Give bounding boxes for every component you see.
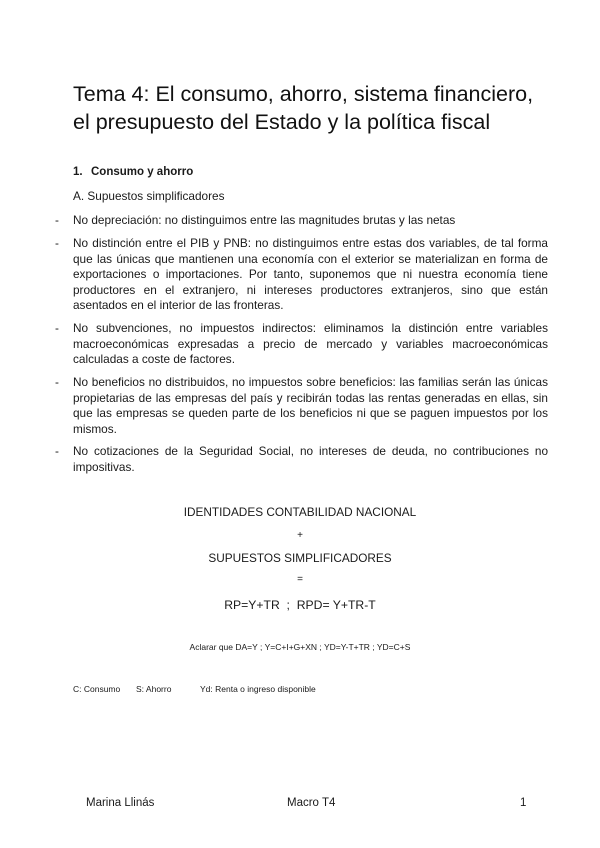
footer-author: Marina Llinás: [86, 797, 155, 809]
list-item: [55, 444, 548, 475]
section-label: Consumo y ahorro: [91, 166, 194, 178]
formula-identities: IDENTIDADES CONTABILIDAD NACIONAL: [183, 505, 417, 519]
formula-equals: =: [297, 574, 303, 585]
list-item: [55, 375, 548, 437]
bullet-dash: -: [55, 321, 59, 335]
list-item-text: No distinción entre el PIB y PNB: no distinguimos entre estas dos variables, de tal forma que las únicas que mantienen una economía con el exterior se materializan en forma de exportaciones o importaciones. Por tanto, suponemos que ni nuestra economía tiene productores en el extranjero, ni intereses productores extranjeros, sino que están asentados en el interior de las fronteras.: [73, 236, 548, 313]
list-item-text: No subvenciones, no impuestos indirectos: eliminamos la distinción entre variables macroeconómicas expresadas a precio de mercado y variables macroeconómicas calculadas a coste de factores.: [73, 321, 548, 367]
bullet-dash: -: [55, 213, 59, 227]
bullet-dash: -: [55, 375, 59, 389]
list-item: [55, 236, 548, 314]
section-heading: [73, 166, 193, 178]
subsection-heading: A. Supuestos simplificadores: [73, 189, 225, 203]
footer-subject: Macro T4: [287, 797, 336, 809]
section-number: 1.: [73, 166, 83, 178]
legend-ahorro: S: Ahorro: [136, 684, 172, 694]
list-item-text: No depreciación: no distinguimos entre las magnitudes brutas y las netas: [73, 213, 456, 227]
bullet-dash: -: [55, 236, 59, 250]
clarification-note: Aclarar que DA=Y ; Y=C+I+G+XN ; YD=Y-T+TR ; YD=C+S: [189, 642, 411, 652]
variable-legend: [73, 684, 316, 694]
list-item: [55, 321, 548, 368]
formula-plus: +: [297, 530, 303, 541]
page-title: Tema 4: El consumo, ahorro, sistema financiero, el presupuesto del Estado y la política fiscal: [73, 82, 534, 134]
list-item: [55, 213, 548, 229]
formula-result: RP=Y+TR ; RPD= Y+TR-T: [224, 598, 376, 612]
list-item-text: No beneficios no distribuidos, no impuestos sobre beneficios: las familias serán las únicas propietarias de las empresas del país y recibirán todas las rentas generadas en ellas, sin que las empresas se queden parte de los beneficios ni que se paguen impuestos por los mismos.: [73, 375, 548, 436]
legend-consumo: C: Consumo: [73, 684, 121, 694]
legend-renta: Yd: Renta o ingreso disponible: [200, 684, 316, 694]
list-item-text: No cotizaciones de la Seguridad Social, no intereses de deuda, no contribuciones no impositivas.: [73, 444, 548, 474]
formula-assumptions: SUPUESTOS SIMPLIFICADORES: [208, 551, 392, 565]
bullet-dash: -: [55, 444, 59, 458]
footer-page-number: 1: [520, 797, 527, 809]
